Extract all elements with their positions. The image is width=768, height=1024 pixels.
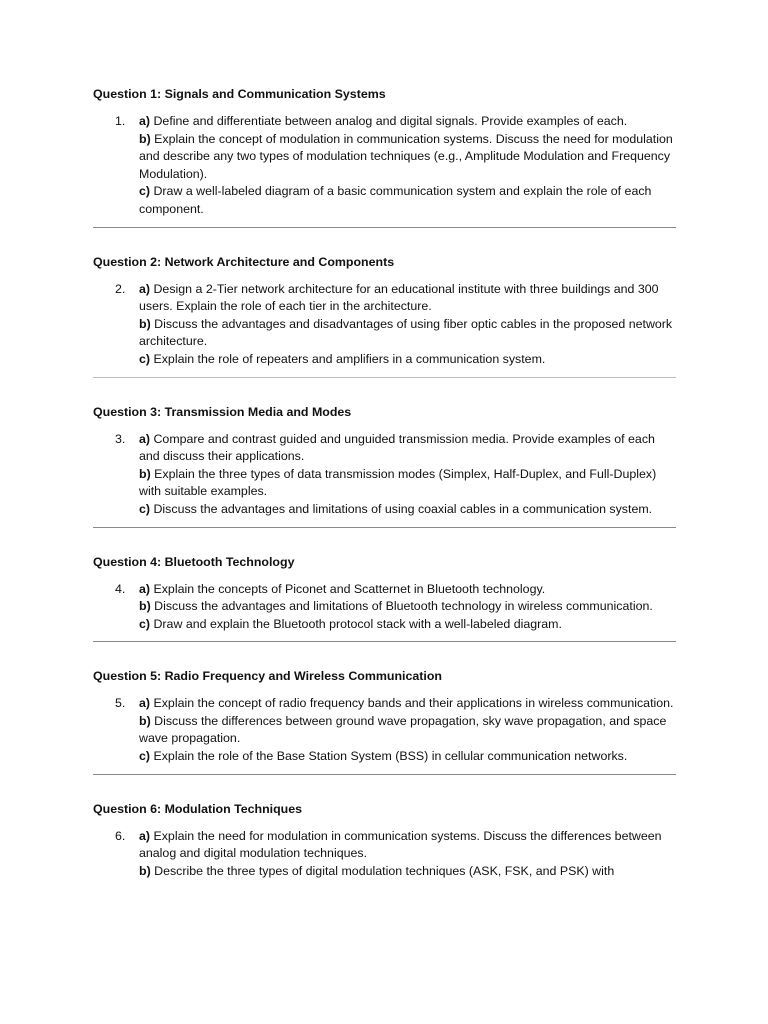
part-text: Discuss the advantages and limitations of using coaxial cables in a communication system.	[150, 501, 653, 516]
question-5-part-b	[139, 713, 676, 748]
question-2-body	[93, 281, 676, 369]
part-text: Explain the concept of radio frequency bands and their applications in wireless communication.	[150, 696, 674, 711]
part-label: c)	[139, 501, 151, 516]
question-4-part-c	[139, 616, 676, 634]
part-text: Explain the role of the Base Station System (BSS) in cellular communication networks.	[150, 749, 628, 764]
question-1-part-b	[139, 131, 676, 184]
part-text: Explain the concepts of Piconet and Scatternet in Bluetooth technology.	[150, 581, 546, 596]
question-1-body	[93, 113, 676, 219]
question-3-number: 3.	[115, 431, 126, 446]
question-6-part-b	[139, 863, 676, 881]
question-2-part-c	[139, 351, 676, 369]
part-text: Explain the need for modulation in communication systems. Discuss the differences between analog and digital modulation techniques.	[139, 828, 662, 861]
question-6-title: Question 6: Modulation Techniques	[93, 801, 303, 816]
question-5-title: Question 5: Radio Frequency and Wireless Communication	[93, 669, 442, 684]
question-6-part-a	[139, 828, 676, 863]
question-3-title: Question 3: Transmission Media and Modes	[93, 404, 352, 419]
part-label: b)	[139, 131, 151, 146]
part-text: Discuss the advantages and limitations of Bluetooth technology in wireless communication.	[150, 599, 653, 614]
question-5-part-c	[139, 748, 676, 766]
question-5-body	[93, 695, 676, 765]
part-label: c)	[139, 351, 151, 366]
part-label: b)	[139, 316, 151, 331]
part-text: Explain the role of repeaters and amplifiers in a communication system.	[150, 351, 546, 366]
part-label: a)	[139, 581, 151, 596]
question-1	[93, 86, 676, 219]
question-3-body	[93, 431, 676, 519]
part-text: Describe the three types of digital modulation techniques (ASK, FSK, and PSK) with	[150, 863, 615, 878]
question-6	[93, 801, 676, 881]
question-5	[93, 668, 676, 765]
question-3-part-b	[139, 466, 676, 501]
question-2-title: Question 2: Network Architecture and Components	[93, 254, 395, 269]
section-divider	[93, 227, 676, 228]
question-1-title: Question 1: Signals and Communication Systems	[93, 87, 386, 101]
part-label: b)	[139, 466, 151, 481]
section-divider	[93, 377, 676, 378]
document-content	[93, 86, 676, 880]
question-6-number: 6.	[115, 828, 126, 843]
section-divider	[93, 527, 676, 528]
question-5-part-a	[139, 695, 676, 713]
question-2	[93, 254, 676, 369]
part-text: Draw a well-labeled diagram of a basic communication system and explain the role of each component.	[139, 184, 652, 216]
question-3	[93, 404, 676, 519]
question-6-body	[93, 828, 676, 881]
part-label: b)	[139, 863, 151, 878]
part-label: b)	[139, 599, 151, 614]
question-2-part-a	[139, 281, 676, 316]
part-label: c)	[139, 616, 151, 631]
question-5-number: 5.	[115, 696, 126, 711]
part-text: Design a 2-Tier network architecture for an educational institute with three buildings and 300 users. Explain the role of each tier in the architecture.	[139, 281, 659, 314]
question-4-part-a	[139, 581, 676, 599]
part-label: a)	[139, 114, 151, 128]
question-1-part-c	[139, 183, 676, 218]
part-label: b)	[139, 713, 151, 728]
part-text: Draw and explain the Bluetooth protocol stack with a well-labeled diagram.	[150, 616, 562, 631]
part-label: a)	[139, 696, 151, 711]
question-4-number: 4.	[115, 581, 126, 596]
part-text: Discuss the advantages and disadvantages of using fiber optic cables in the proposed network architecture.	[139, 316, 673, 349]
question-2-part-b	[139, 316, 676, 351]
question-4-title: Question 4: Bluetooth Technology	[93, 554, 295, 569]
part-label: a)	[139, 431, 151, 446]
part-label: a)	[139, 281, 151, 296]
question-4-part-b	[139, 598, 676, 616]
part-text: Discuss the differences between ground wave propagation, sky wave propagation, and space wave propagation.	[139, 713, 667, 746]
section-divider	[93, 774, 676, 775]
part-label: c)	[139, 184, 151, 199]
part-label: c)	[139, 749, 151, 764]
part-text: Explain the three types of data transmission modes (Simplex, Half-Duplex, and Full-Duplex) with suitable examples.	[139, 466, 657, 499]
section-divider	[93, 641, 676, 642]
part-text: Define and differentiate between analog and digital signals. Provide examples of each.	[150, 114, 628, 128]
question-1-number: 1.	[115, 114, 126, 128]
question-1-part-a	[139, 113, 676, 131]
question-4-body	[93, 581, 676, 634]
part-text: Compare and contrast guided and unguided transmission media. Provide examples of each and discuss their applications.	[139, 431, 655, 464]
part-text: Explain the concept of modulation in communication systems. Discuss the need for modulation and describe any two types of modulation techniques (e.g., Amplitude Modulation and Frequency Modulation).	[139, 131, 673, 181]
part-label: a)	[139, 828, 151, 843]
question-3-part-c	[139, 501, 676, 519]
question-4	[93, 554, 676, 634]
question-3-part-a	[139, 431, 676, 466]
question-2-number: 2.	[115, 281, 126, 296]
